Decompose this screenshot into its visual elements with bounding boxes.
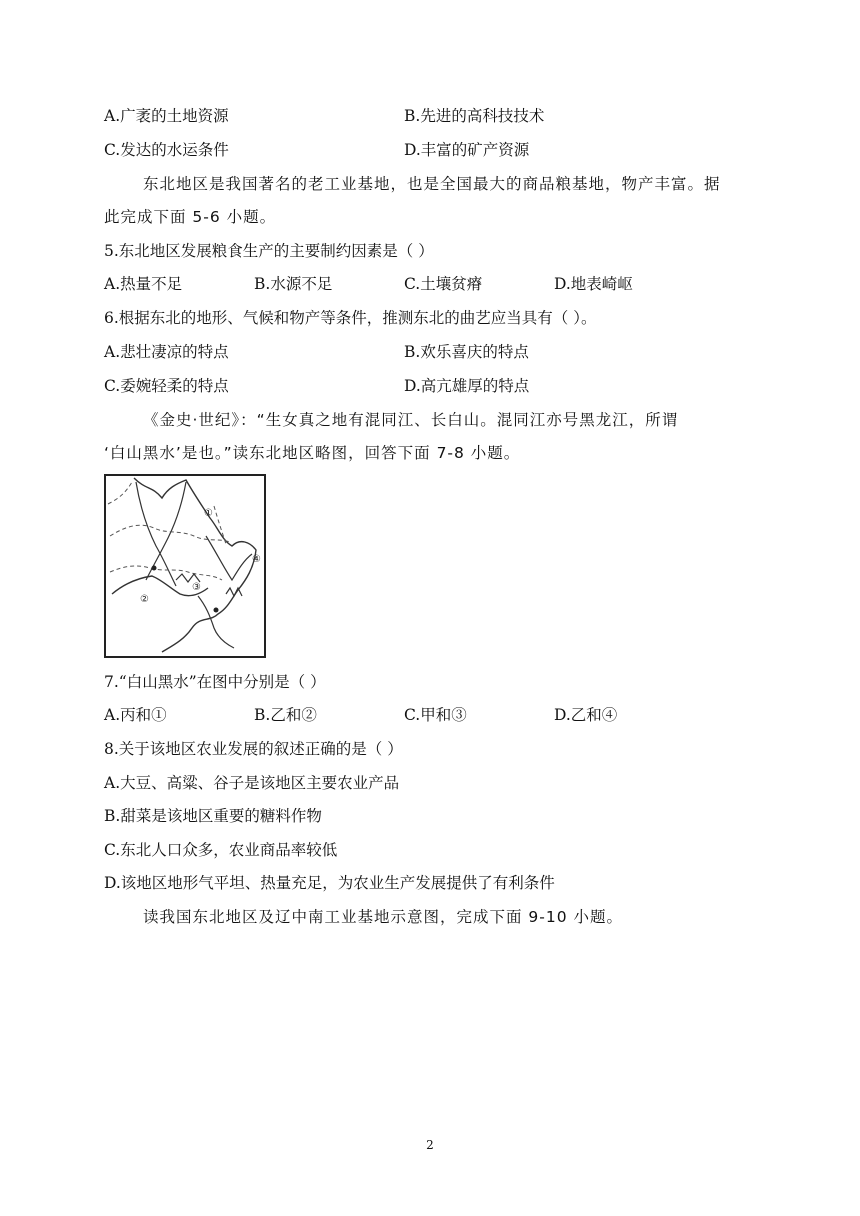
q8-option-a: A.大豆、高粱、谷子是该地区主要农业产品 (104, 774, 400, 792)
map-label-1: ① (204, 508, 213, 519)
map-label-4: ④ (252, 554, 261, 565)
city-dot (152, 566, 157, 571)
intro-7-8-line1: 《金史·世纪》：“生女真之地有混同江、长白山。混同江亦号黑龙江，所谓 (143, 411, 679, 429)
intro-7-8-line2: ‘白山黑水’是也。”读东北地区略图，回答下面 7-8 小题。 (104, 444, 521, 462)
q7-option-a: A.丙和① (104, 706, 167, 724)
q5-option-b: B.水源不足 (254, 275, 333, 293)
q6-option-b: B.欢乐喜庆的特点 (404, 343, 529, 361)
northeast-map-drawing (106, 476, 264, 656)
intro-9-10: 读我国东北地区及辽中南工业基地示意图，完成下面 9-10 小题。 (143, 908, 624, 926)
northeast-map (104, 474, 266, 658)
city-dot (214, 608, 219, 613)
q8-option-b: B.甜菜是该地区重要的糖料作物 (104, 807, 322, 825)
intro-5-6-line1: 东北地区是我国著名的老工业基地，也是全国最大的商品粮基地，物产丰富。据 (143, 175, 721, 193)
q8-stem: 8.关于该地区农业发展的叙述正确的是（ ） (104, 740, 403, 758)
q6-option-c: C.委婉轻柔的特点 (104, 377, 229, 395)
map-label-2: ② (140, 594, 149, 605)
q4-option-a: A.广袤的土地资源 (104, 107, 229, 125)
q8-option-d: D.该地区地形气平坦、热量充足，为农业生产发展提供了有利条件 (104, 874, 555, 892)
q5-option-a: A.热量不足 (104, 275, 183, 293)
q4-option-b: B.先进的高科技技术 (404, 107, 545, 125)
boundary-path (110, 566, 222, 580)
coastline-path (112, 478, 256, 652)
q5-option-c: C.土壤贫瘠 (404, 275, 483, 293)
q7-option-b: B.乙和② (254, 706, 317, 724)
q5-option-d: D.地表崎岖 (554, 275, 633, 293)
mountain-range-path (176, 574, 200, 582)
q7-option-d: D.乙和④ (554, 706, 618, 724)
boundary-path (108, 482, 132, 504)
q8-option-c: C.东北人口众多，农业商品率较低 (104, 841, 338, 859)
q4-option-c: C.发达的水运条件 (104, 141, 229, 159)
q5-stem: 5.东北地区发展粮食生产的主要制约因素是（ ） (104, 242, 434, 260)
intro-5-6-line2: 此完成下面 5-6 小题。 (104, 208, 277, 226)
q6-option-d: D.高亢雄厚的特点 (404, 377, 530, 395)
mountain-range-path (226, 588, 242, 596)
q6-stem: 6.根据东北的地形、气候和物产等条件，推测东北的曲艺应当具有（ ）。 (104, 309, 597, 327)
page-number: 2 (426, 1138, 434, 1152)
q7-option-c: C.甲和③ (404, 706, 467, 724)
map-label-3: ③ (192, 582, 201, 593)
q6-option-a: A.悲壮凄凉的特点 (104, 343, 229, 361)
q4-option-d: D.丰富的矿产资源 (404, 141, 530, 159)
q7-stem: 7.“白山黑水”在图中分别是（ ） (104, 673, 326, 691)
